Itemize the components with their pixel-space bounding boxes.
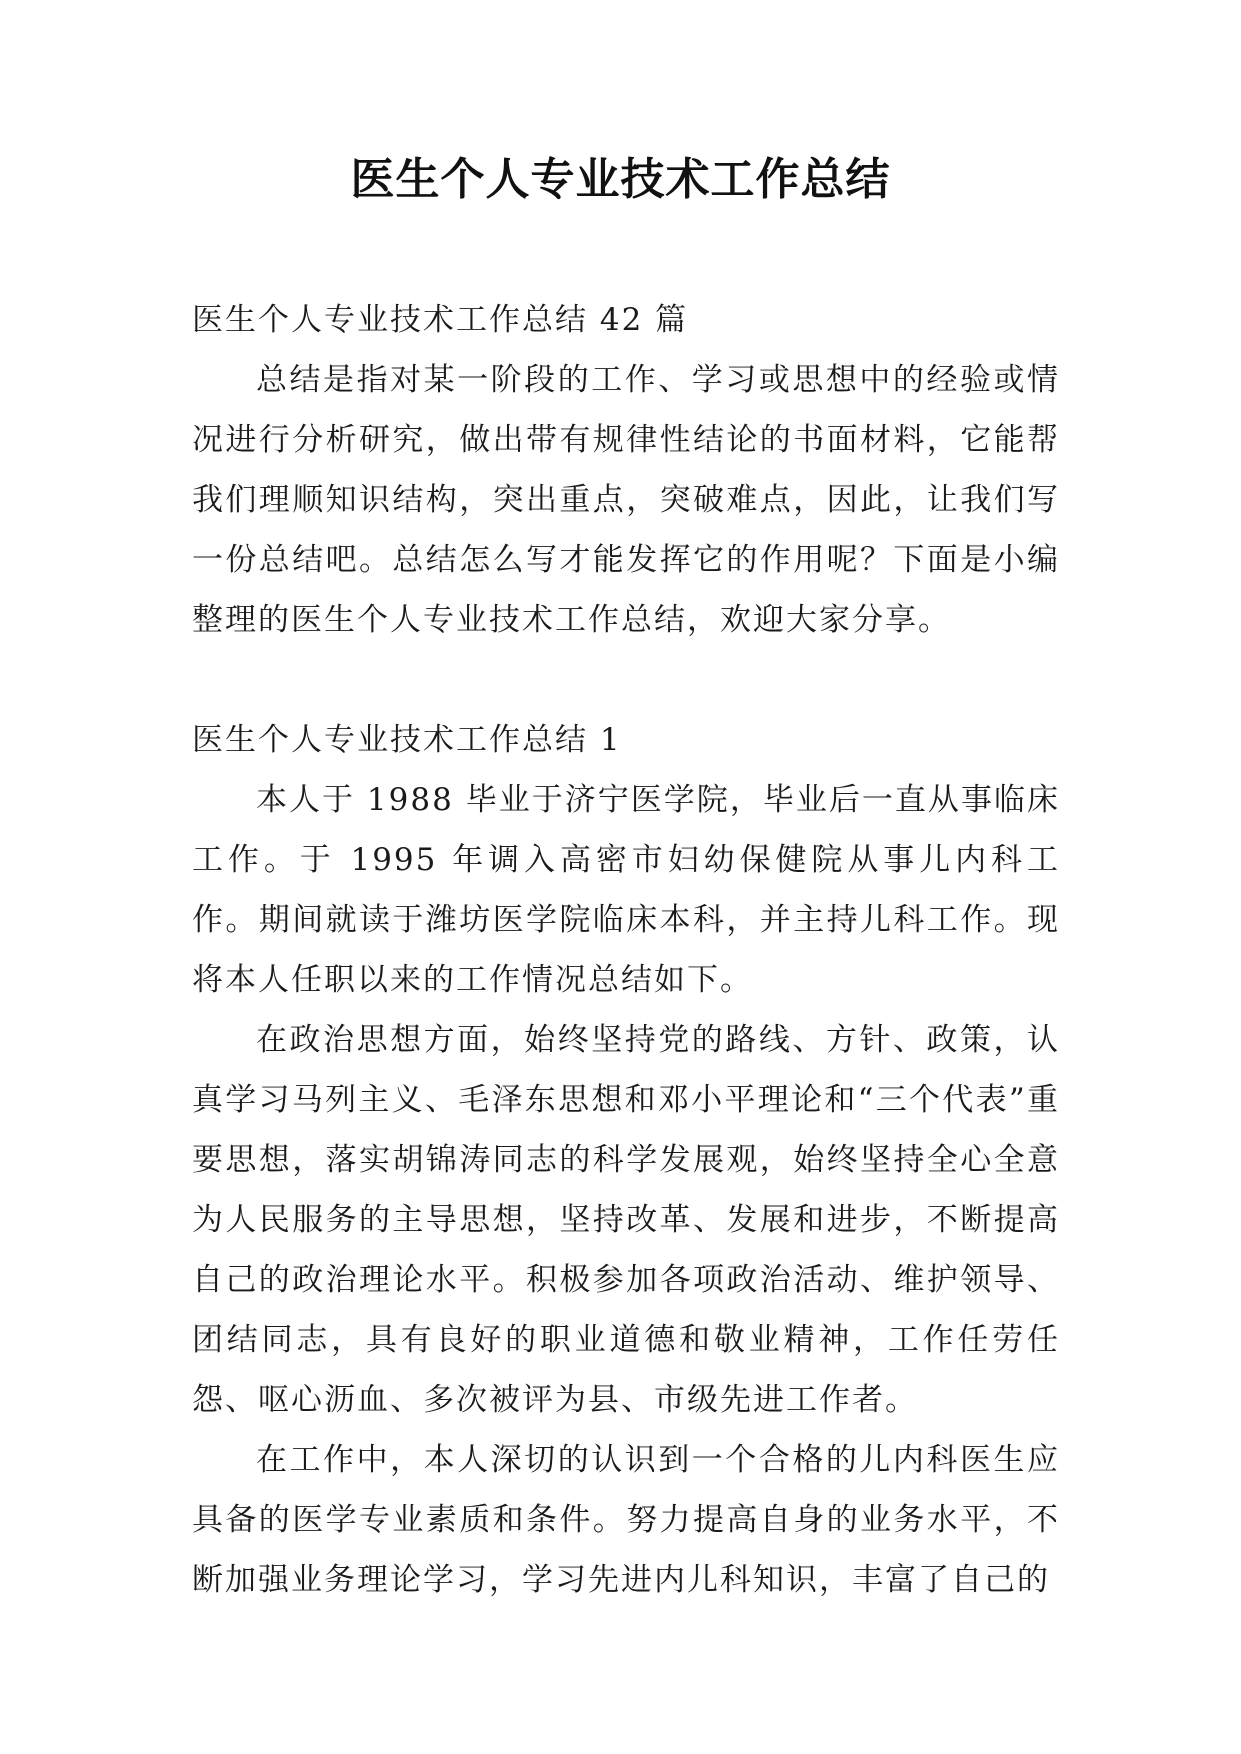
intro-paragraph: 总结是指对某一阶段的工作、学习或思想中的经验或情况进行分析研究，做出带有规律性结论的书面材料，它能帮我们理顺知识结构，突出重点，突破难点，因此，让我们写一份总结吧。总结怎么写才能发挥它的作用呢？下面是小编整理的医生个人专业技术工作总结，欢迎大家分享。 <box>192 362 1060 638</box>
document-title: 医生个人专业技术工作总结 <box>350 154 891 205</box>
section-gap <box>192 650 1060 710</box>
body-paragraph: 本人于 1988 毕业于济宁医学院，毕业后一直从事临床工作。于 1995 年调入高密市妇幼保健院从事儿内科工作。期间就读于潍坊医学院临床本科，并主持儿科工作。现将本人任职以来的工作情况总结如下。 <box>192 782 1060 998</box>
subtitle-line: 医生个人专业技术工作总结 42 篇 <box>192 302 689 338</box>
section-heading: 医生个人专业技术工作总结 1 <box>192 722 622 758</box>
body-paragraph: 在工作中，本人深切的认识到一个合格的儿内科医生应具备的医学专业素质和条件。努力提高自身的业务水平，不断加强业务理论学习，学习先进内儿科知识，丰富了自己的 <box>192 1442 1060 1598</box>
document-body <box>192 290 1060 1610</box>
body-paragraph: 在政治思想方面，始终坚持党的路线、方针、政策，认真学习马列主义、毛泽东思想和邓小平理论和“三个代表”重要思想，落实胡锦涛同志的科学发展观，始终坚持全心全意为人民服务的主导思想，坚持改革、发展和进步，不断提高自己的政治理论水平。积极参加各项政治活动、维护领导、团结同志，具有良好的职业道德和敬业精神，工作任劳任怨、呕心沥血、多次被评为县、市级先进工作者。 <box>192 1022 1060 1418</box>
